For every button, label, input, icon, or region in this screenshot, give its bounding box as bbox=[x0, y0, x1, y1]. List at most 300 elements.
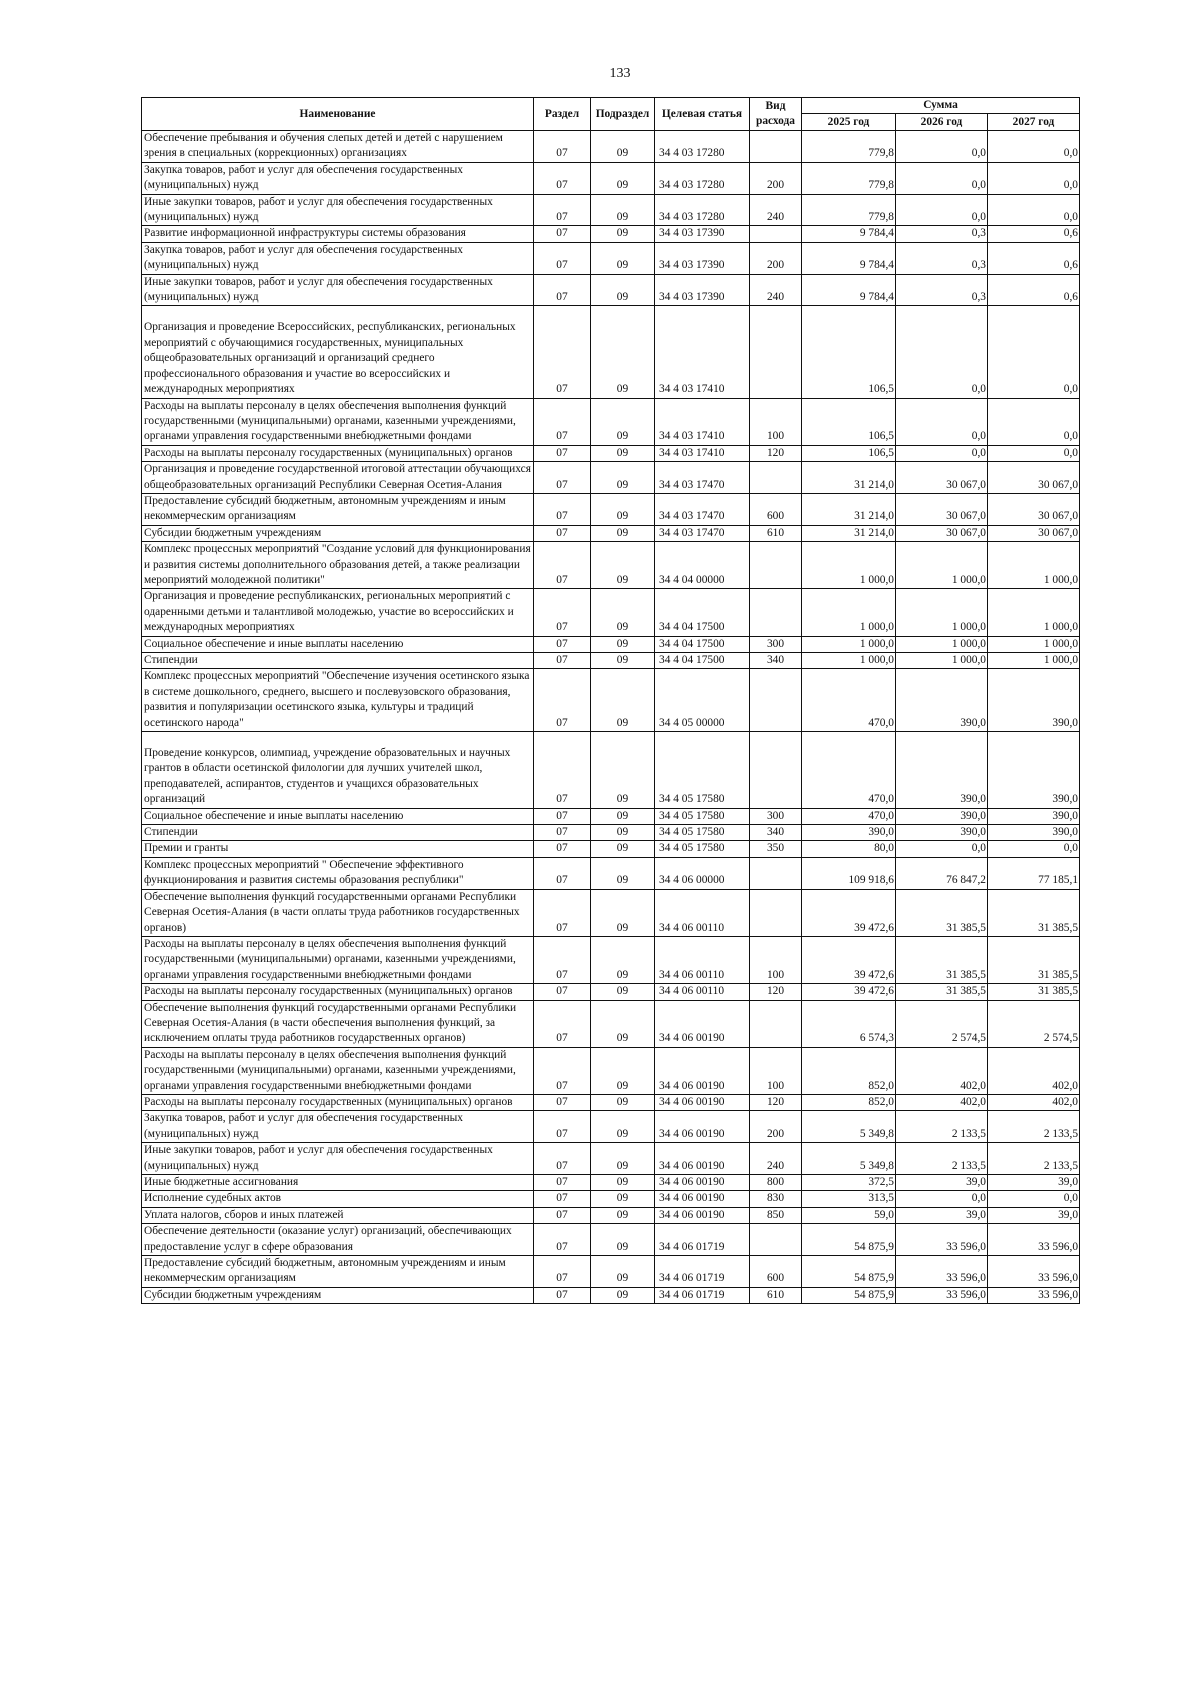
row-razdel: 07 bbox=[534, 1207, 591, 1223]
row-celevaya: 34 4 06 00190 bbox=[655, 1143, 750, 1175]
row-vid: 240 bbox=[750, 1143, 802, 1175]
row-name: Иные закупки товаров, работ и услуг для обеспечения государственных (муниципальных) нужд bbox=[142, 274, 534, 306]
row-vid bbox=[750, 857, 802, 889]
row-razdel: 07 bbox=[534, 936, 591, 983]
row-razdel: 07 bbox=[534, 274, 591, 306]
row-celevaya: 34 4 03 17470 bbox=[655, 462, 750, 494]
table-row bbox=[142, 1094, 1080, 1110]
table-row bbox=[142, 841, 1080, 857]
row-sum-2026: 0,0 bbox=[896, 162, 988, 194]
header-podrazdel: Подраздел bbox=[591, 98, 655, 131]
row-vid: 800 bbox=[750, 1175, 802, 1191]
row-razdel: 07 bbox=[534, 1111, 591, 1143]
row-razdel: 07 bbox=[534, 1000, 591, 1047]
row-vid bbox=[750, 1000, 802, 1047]
row-razdel: 07 bbox=[534, 1047, 591, 1094]
row-sum-2027: 30 067,0 bbox=[988, 525, 1080, 541]
row-sum-2026: 39,0 bbox=[896, 1207, 988, 1223]
row-celevaya: 34 4 06 00190 bbox=[655, 1000, 750, 1047]
table-row bbox=[142, 445, 1080, 461]
table-row bbox=[142, 194, 1080, 226]
row-vid: 240 bbox=[750, 274, 802, 306]
table-row bbox=[142, 462, 1080, 494]
row-sum-2025: 80,0 bbox=[802, 841, 896, 857]
row-sum-2027: 390,0 bbox=[988, 808, 1080, 824]
row-sum-2025: 372,5 bbox=[802, 1175, 896, 1191]
row-podrazdel: 09 bbox=[591, 493, 655, 525]
row-name: Расходы на выплаты персоналу в целях обеспечения выполнения функций государственными (муниципальными) органами, казенными учреждениями, органами управления государственными внебюджетными фондами bbox=[142, 398, 534, 445]
row-celevaya: 34 4 06 01719 bbox=[655, 1256, 750, 1288]
row-razdel: 07 bbox=[534, 889, 591, 936]
row-razdel: 07 bbox=[534, 306, 591, 398]
row-razdel: 07 bbox=[534, 1224, 591, 1256]
row-podrazdel: 09 bbox=[591, 1224, 655, 1256]
row-sum-2025: 390,0 bbox=[802, 825, 896, 841]
row-celevaya: 34 4 06 01719 bbox=[655, 1287, 750, 1303]
row-sum-2025: 31 214,0 bbox=[802, 493, 896, 525]
row-sum-2026: 0,0 bbox=[896, 306, 988, 398]
table-body bbox=[142, 131, 1080, 1304]
row-sum-2026: 0,0 bbox=[896, 1191, 988, 1207]
row-sum-2027: 31 385,5 bbox=[988, 936, 1080, 983]
header-2026: 2026 год bbox=[896, 114, 988, 131]
row-sum-2026: 2 133,5 bbox=[896, 1111, 988, 1143]
row-celevaya: 34 4 06 00190 bbox=[655, 1111, 750, 1143]
row-podrazdel: 09 bbox=[591, 542, 655, 589]
row-podrazdel: 09 bbox=[591, 462, 655, 494]
row-podrazdel: 09 bbox=[591, 636, 655, 652]
row-vid: 300 bbox=[750, 636, 802, 652]
row-sum-2027: 0,6 bbox=[988, 274, 1080, 306]
row-name: Иные закупки товаров, работ и услуг для обеспечения государственных (муниципальных) нужд bbox=[142, 1143, 534, 1175]
row-name: Расходы на выплаты персоналу в целях обеспечения выполнения функций государственными (муниципальными) органами, казенными учреждениями, органами управления государственными внебюджетными фондами bbox=[142, 936, 534, 983]
table-row bbox=[142, 542, 1080, 589]
row-sum-2026: 0,0 bbox=[896, 841, 988, 857]
row-sum-2027: 0,0 bbox=[988, 445, 1080, 461]
row-vid bbox=[750, 131, 802, 163]
row-sum-2026: 30 067,0 bbox=[896, 462, 988, 494]
row-razdel: 07 bbox=[534, 1256, 591, 1288]
row-name: Иные закупки товаров, работ и услуг для обеспечения государственных (муниципальных) нужд bbox=[142, 194, 534, 226]
row-celevaya: 34 4 03 17410 bbox=[655, 306, 750, 398]
row-sum-2027: 0,0 bbox=[988, 194, 1080, 226]
row-name: Проведение конкурсов, олимпиад, учреждение образовательных и научных грантов в области осетинской филологии для лучших учителей школ, преподавателей, аспирантов, студентов и учащихся образовательных организаций bbox=[142, 732, 534, 809]
row-name: Расходы на выплаты персоналу в целях обеспечения выполнения функций государственными (муниципальными) органами, казенными учреждениями, органами управления государственными внебюджетными фондами bbox=[142, 1047, 534, 1094]
table-row bbox=[142, 398, 1080, 445]
row-razdel: 07 bbox=[534, 808, 591, 824]
row-name: Обеспечение выполнения функций государственными органами Республики Северная Осетия-Алания (в части обеспечения выполнения функций, за исключением оплаты труда работников государственных органов) bbox=[142, 1000, 534, 1047]
table-row bbox=[142, 242, 1080, 274]
row-sum-2026: 402,0 bbox=[896, 1094, 988, 1110]
row-podrazdel: 09 bbox=[591, 841, 655, 857]
row-sum-2027: 30 067,0 bbox=[988, 493, 1080, 525]
row-sum-2026: 0,0 bbox=[896, 445, 988, 461]
row-celevaya: 34 4 03 17470 bbox=[655, 525, 750, 541]
row-sum-2026: 2 133,5 bbox=[896, 1143, 988, 1175]
row-sum-2025: 779,8 bbox=[802, 194, 896, 226]
row-sum-2027: 0,0 bbox=[988, 131, 1080, 163]
table-row bbox=[142, 1256, 1080, 1288]
table-row bbox=[142, 1111, 1080, 1143]
row-celevaya: 34 4 03 17410 bbox=[655, 398, 750, 445]
row-razdel: 07 bbox=[534, 525, 591, 541]
row-name: Расходы на выплаты персоналу государственных (муниципальных) органов bbox=[142, 1094, 534, 1110]
row-razdel: 07 bbox=[534, 669, 591, 732]
table-row bbox=[142, 1143, 1080, 1175]
row-podrazdel: 09 bbox=[591, 525, 655, 541]
row-sum-2025: 470,0 bbox=[802, 808, 896, 824]
row-sum-2025: 39 472,6 bbox=[802, 889, 896, 936]
row-name: Исполнение судебных актов bbox=[142, 1191, 534, 1207]
row-sum-2025: 39 472,6 bbox=[802, 984, 896, 1000]
row-vid bbox=[750, 589, 802, 636]
row-sum-2025: 9 784,4 bbox=[802, 242, 896, 274]
row-sum-2026: 31 385,5 bbox=[896, 889, 988, 936]
header-razdel: Раздел bbox=[534, 98, 591, 131]
row-vid bbox=[750, 1224, 802, 1256]
table-row bbox=[142, 825, 1080, 841]
row-celevaya: 34 4 06 00110 bbox=[655, 984, 750, 1000]
row-podrazdel: 09 bbox=[591, 1175, 655, 1191]
header-summa: Сумма bbox=[802, 98, 1080, 114]
row-name: Организация и проведение республиканских, региональных мероприятий с одаренными детьми и талантливой молодежью, участие во всероссийских и международных мероприятиях bbox=[142, 589, 534, 636]
row-celevaya: 34 4 04 17500 bbox=[655, 653, 750, 669]
row-sum-2026: 76 847,2 bbox=[896, 857, 988, 889]
row-name: Закупка товаров, работ и услуг для обеспечения государственных (муниципальных) нужд bbox=[142, 242, 534, 274]
row-sum-2027: 33 596,0 bbox=[988, 1224, 1080, 1256]
row-podrazdel: 09 bbox=[591, 653, 655, 669]
row-name: Обеспечение деятельности (оказание услуг) организаций, обеспечивающих предоставление услуг в сфере образования bbox=[142, 1224, 534, 1256]
row-sum-2025: 109 918,6 bbox=[802, 857, 896, 889]
row-podrazdel: 09 bbox=[591, 274, 655, 306]
row-podrazdel: 09 bbox=[591, 1256, 655, 1288]
row-sum-2025: 470,0 bbox=[802, 732, 896, 809]
header-vid: Вид расхода bbox=[750, 98, 802, 131]
table-row bbox=[142, 162, 1080, 194]
row-podrazdel: 09 bbox=[591, 1207, 655, 1223]
table-row bbox=[142, 1287, 1080, 1303]
row-name: Субсидии бюджетным учреждениям bbox=[142, 1287, 534, 1303]
row-razdel: 07 bbox=[534, 589, 591, 636]
row-vid: 610 bbox=[750, 525, 802, 541]
row-sum-2026: 30 067,0 bbox=[896, 493, 988, 525]
row-podrazdel: 09 bbox=[591, 1143, 655, 1175]
table-header bbox=[142, 98, 1080, 131]
table-row bbox=[142, 1047, 1080, 1094]
row-celevaya: 34 4 05 17580 bbox=[655, 808, 750, 824]
row-sum-2027: 402,0 bbox=[988, 1047, 1080, 1094]
table-row bbox=[142, 274, 1080, 306]
row-name: Комплекс процессных мероприятий " Обеспечение эффективного функционирования и развития системы образования республики" bbox=[142, 857, 534, 889]
row-name: Социальное обеспечение и иные выплаты населению bbox=[142, 636, 534, 652]
row-celevaya: 34 4 03 17390 bbox=[655, 242, 750, 274]
row-podrazdel: 09 bbox=[591, 306, 655, 398]
row-sum-2026: 2 574,5 bbox=[896, 1000, 988, 1047]
row-sum-2026: 390,0 bbox=[896, 732, 988, 809]
row-podrazdel: 09 bbox=[591, 1111, 655, 1143]
row-sum-2026: 39,0 bbox=[896, 1175, 988, 1191]
table-row bbox=[142, 1175, 1080, 1191]
table-row bbox=[142, 936, 1080, 983]
table-row bbox=[142, 493, 1080, 525]
header-2025: 2025 год bbox=[802, 114, 896, 131]
row-sum-2027: 0,0 bbox=[988, 162, 1080, 194]
row-name: Закупка товаров, работ и услуг для обеспечения государственных (муниципальных) нужд bbox=[142, 1111, 534, 1143]
table-row bbox=[142, 1000, 1080, 1047]
row-vid: 850 bbox=[750, 1207, 802, 1223]
row-podrazdel: 09 bbox=[591, 732, 655, 809]
row-celevaya: 34 4 06 00190 bbox=[655, 1191, 750, 1207]
row-razdel: 07 bbox=[534, 653, 591, 669]
row-sum-2026: 0,3 bbox=[896, 242, 988, 274]
row-razdel: 07 bbox=[534, 1094, 591, 1110]
row-podrazdel: 09 bbox=[591, 398, 655, 445]
row-celevaya: 34 4 06 01719 bbox=[655, 1224, 750, 1256]
row-sum-2026: 33 596,0 bbox=[896, 1224, 988, 1256]
row-sum-2025: 106,5 bbox=[802, 306, 896, 398]
row-podrazdel: 09 bbox=[591, 889, 655, 936]
row-celevaya: 34 4 06 00190 bbox=[655, 1207, 750, 1223]
row-celevaya: 34 4 04 17500 bbox=[655, 589, 750, 636]
row-sum-2025: 779,8 bbox=[802, 162, 896, 194]
table-row bbox=[142, 1191, 1080, 1207]
row-name: Субсидии бюджетным учреждениям bbox=[142, 525, 534, 541]
row-sum-2026: 390,0 bbox=[896, 669, 988, 732]
row-sum-2026: 0,0 bbox=[896, 398, 988, 445]
row-sum-2027: 0,0 bbox=[988, 841, 1080, 857]
row-sum-2025: 1 000,0 bbox=[802, 636, 896, 652]
row-name: Премии и гранты bbox=[142, 841, 534, 857]
row-sum-2025: 1 000,0 bbox=[802, 542, 896, 589]
row-celevaya: 34 4 05 17580 bbox=[655, 841, 750, 857]
row-sum-2026: 390,0 bbox=[896, 825, 988, 841]
row-sum-2025: 852,0 bbox=[802, 1094, 896, 1110]
row-razdel: 07 bbox=[534, 131, 591, 163]
row-celevaya: 34 4 06 00190 bbox=[655, 1047, 750, 1094]
row-name: Уплата налогов, сборов и иных платежей bbox=[142, 1207, 534, 1223]
row-sum-2025: 31 214,0 bbox=[802, 462, 896, 494]
row-vid bbox=[750, 542, 802, 589]
row-celevaya: 34 4 05 00000 bbox=[655, 669, 750, 732]
table-row bbox=[142, 808, 1080, 824]
row-name: Обеспечение пребывания и обучения слепых детей и детей с нарушением зрения в специальных (коррекционных) организациях bbox=[142, 131, 534, 163]
row-podrazdel: 09 bbox=[591, 589, 655, 636]
row-name: Закупка товаров, работ и услуг для обеспечения государственных (муниципальных) нужд bbox=[142, 162, 534, 194]
row-celevaya: 34 4 06 00110 bbox=[655, 889, 750, 936]
row-podrazdel: 09 bbox=[591, 194, 655, 226]
row-sum-2027: 2 133,5 bbox=[988, 1143, 1080, 1175]
table-row bbox=[142, 653, 1080, 669]
row-sum-2027: 31 385,5 bbox=[988, 984, 1080, 1000]
row-podrazdel: 09 bbox=[591, 226, 655, 242]
row-sum-2025: 106,5 bbox=[802, 398, 896, 445]
row-sum-2025: 39 472,6 bbox=[802, 936, 896, 983]
row-vid: 300 bbox=[750, 808, 802, 824]
row-sum-2025: 779,8 bbox=[802, 131, 896, 163]
row-sum-2026: 0,3 bbox=[896, 226, 988, 242]
row-sum-2027: 390,0 bbox=[988, 669, 1080, 732]
row-vid: 610 bbox=[750, 1287, 802, 1303]
row-sum-2027: 31 385,5 bbox=[988, 889, 1080, 936]
row-podrazdel: 09 bbox=[591, 1287, 655, 1303]
row-name: Стипендии bbox=[142, 825, 534, 841]
row-sum-2026: 33 596,0 bbox=[896, 1287, 988, 1303]
row-celevaya: 34 4 06 00190 bbox=[655, 1094, 750, 1110]
row-sum-2027: 0,0 bbox=[988, 1191, 1080, 1207]
row-sum-2025: 5 349,8 bbox=[802, 1143, 896, 1175]
row-sum-2027: 0,0 bbox=[988, 398, 1080, 445]
row-vid: 600 bbox=[750, 1256, 802, 1288]
row-celevaya: 34 4 03 17390 bbox=[655, 226, 750, 242]
row-sum-2027: 402,0 bbox=[988, 1094, 1080, 1110]
row-podrazdel: 09 bbox=[591, 1191, 655, 1207]
header-celevaya: Целевая статья bbox=[655, 98, 750, 131]
row-sum-2025: 9 784,4 bbox=[802, 226, 896, 242]
table-row bbox=[142, 857, 1080, 889]
row-podrazdel: 09 bbox=[591, 162, 655, 194]
budget-table bbox=[141, 97, 1080, 1304]
row-sum-2026: 402,0 bbox=[896, 1047, 988, 1094]
row-vid: 100 bbox=[750, 398, 802, 445]
row-name: Развитие информационной инфраструктуры системы образования bbox=[142, 226, 534, 242]
row-sum-2026: 30 067,0 bbox=[896, 525, 988, 541]
row-razdel: 07 bbox=[534, 162, 591, 194]
row-name: Социальное обеспечение и иные выплаты населению bbox=[142, 808, 534, 824]
row-sum-2026: 31 385,5 bbox=[896, 936, 988, 983]
row-celevaya: 34 4 04 00000 bbox=[655, 542, 750, 589]
row-celevaya: 34 4 03 17390 bbox=[655, 274, 750, 306]
row-sum-2025: 59,0 bbox=[802, 1207, 896, 1223]
header-name: Наименование bbox=[142, 98, 534, 131]
page-number: 133 bbox=[609, 66, 631, 81]
row-razdel: 07 bbox=[534, 732, 591, 809]
row-razdel: 07 bbox=[534, 226, 591, 242]
row-celevaya: 34 4 05 17580 bbox=[655, 732, 750, 809]
row-celevaya: 34 4 03 17280 bbox=[655, 162, 750, 194]
table-row bbox=[142, 732, 1080, 809]
row-sum-2027: 390,0 bbox=[988, 825, 1080, 841]
row-sum-2027: 30 067,0 bbox=[988, 462, 1080, 494]
table-row bbox=[142, 589, 1080, 636]
row-name: Обеспечение выполнения функций государственными органами Республики Северная Осетия-Алания (в части оплаты труда работников государственных органов) bbox=[142, 889, 534, 936]
row-sum-2027: 1 000,0 bbox=[988, 653, 1080, 669]
row-sum-2027: 0,0 bbox=[988, 306, 1080, 398]
row-name: Расходы на выплаты персоналу государственных (муниципальных) органов bbox=[142, 984, 534, 1000]
row-name: Комплекс процессных мероприятий "Обеспечение изучения осетинского языка в системе дошкольного, среднего, высшего и послевузовского образования, развития и популяризации осетинского языка, культуры и традиций осетинского народа" bbox=[142, 669, 534, 732]
row-sum-2025: 54 875,9 bbox=[802, 1256, 896, 1288]
row-podrazdel: 09 bbox=[591, 445, 655, 461]
row-sum-2026: 31 385,5 bbox=[896, 984, 988, 1000]
table-row bbox=[142, 525, 1080, 541]
table-row bbox=[142, 889, 1080, 936]
row-vid: 120 bbox=[750, 984, 802, 1000]
row-vid: 340 bbox=[750, 825, 802, 841]
row-vid bbox=[750, 732, 802, 809]
row-name: Комплекс процессных мероприятий "Создание условий для функционирования и развития системы дополнительного образования детей, а также реализации мероприятий молодежной политики" bbox=[142, 542, 534, 589]
row-sum-2027: 2 133,5 bbox=[988, 1111, 1080, 1143]
row-razdel: 07 bbox=[534, 636, 591, 652]
row-sum-2025: 54 875,9 bbox=[802, 1287, 896, 1303]
row-podrazdel: 09 bbox=[591, 1000, 655, 1047]
row-podrazdel: 09 bbox=[591, 984, 655, 1000]
row-sum-2027: 2 574,5 bbox=[988, 1000, 1080, 1047]
row-sum-2026: 1 000,0 bbox=[896, 636, 988, 652]
row-vid bbox=[750, 306, 802, 398]
row-sum-2025: 31 214,0 bbox=[802, 525, 896, 541]
row-sum-2025: 54 875,9 bbox=[802, 1224, 896, 1256]
row-podrazdel: 09 bbox=[591, 1094, 655, 1110]
row-name: Иные бюджетные ассигнования bbox=[142, 1175, 534, 1191]
row-vid: 200 bbox=[750, 242, 802, 274]
row-vid: 830 bbox=[750, 1191, 802, 1207]
row-sum-2026: 33 596,0 bbox=[896, 1256, 988, 1288]
row-vid bbox=[750, 462, 802, 494]
row-sum-2025: 1 000,0 bbox=[802, 653, 896, 669]
row-sum-2026: 1 000,0 bbox=[896, 653, 988, 669]
row-vid: 200 bbox=[750, 1111, 802, 1143]
row-name: Стипендии bbox=[142, 653, 534, 669]
row-razdel: 07 bbox=[534, 1287, 591, 1303]
row-podrazdel: 09 bbox=[591, 825, 655, 841]
table-row bbox=[142, 1207, 1080, 1223]
row-sum-2025: 9 784,4 bbox=[802, 274, 896, 306]
row-celevaya: 34 4 06 00110 bbox=[655, 936, 750, 983]
table-row bbox=[142, 1224, 1080, 1256]
row-razdel: 07 bbox=[534, 194, 591, 226]
row-sum-2025: 852,0 bbox=[802, 1047, 896, 1094]
row-vid: 600 bbox=[750, 493, 802, 525]
row-name: Расходы на выплаты персоналу государственных (муниципальных) органов bbox=[142, 445, 534, 461]
row-vid: 240 bbox=[750, 194, 802, 226]
row-vid: 350 bbox=[750, 841, 802, 857]
table-row bbox=[142, 306, 1080, 398]
row-razdel: 07 bbox=[534, 1191, 591, 1207]
row-razdel: 07 bbox=[534, 542, 591, 589]
row-podrazdel: 09 bbox=[591, 808, 655, 824]
table-row bbox=[142, 636, 1080, 652]
row-razdel: 07 bbox=[534, 493, 591, 525]
row-sum-2027: 390,0 bbox=[988, 732, 1080, 809]
table-row bbox=[142, 131, 1080, 163]
row-sum-2027: 33 596,0 bbox=[988, 1287, 1080, 1303]
row-sum-2025: 313,5 bbox=[802, 1191, 896, 1207]
row-sum-2026: 0,0 bbox=[896, 131, 988, 163]
row-razdel: 07 bbox=[534, 462, 591, 494]
row-sum-2027: 77 185,1 bbox=[988, 857, 1080, 889]
row-razdel: 07 bbox=[534, 1175, 591, 1191]
table-row bbox=[142, 226, 1080, 242]
row-sum-2027: 0,6 bbox=[988, 226, 1080, 242]
row-vid: 340 bbox=[750, 653, 802, 669]
row-celevaya: 34 4 03 17280 bbox=[655, 194, 750, 226]
row-sum-2025: 470,0 bbox=[802, 669, 896, 732]
row-sum-2027: 39,0 bbox=[988, 1175, 1080, 1191]
row-celevaya: 34 4 03 17280 bbox=[655, 131, 750, 163]
row-podrazdel: 09 bbox=[591, 131, 655, 163]
row-sum-2026: 390,0 bbox=[896, 808, 988, 824]
row-sum-2027: 1 000,0 bbox=[988, 542, 1080, 589]
row-vid: 120 bbox=[750, 1094, 802, 1110]
row-vid bbox=[750, 226, 802, 242]
row-podrazdel: 09 bbox=[591, 242, 655, 274]
row-podrazdel: 09 bbox=[591, 669, 655, 732]
row-podrazdel: 09 bbox=[591, 1047, 655, 1094]
row-sum-2025: 6 574,3 bbox=[802, 1000, 896, 1047]
row-celevaya: 34 4 04 17500 bbox=[655, 636, 750, 652]
row-razdel: 07 bbox=[534, 841, 591, 857]
row-celevaya: 34 4 06 00000 bbox=[655, 857, 750, 889]
row-name: Предоставление субсидий бюджетным, автономным учреждениям и иным некоммерческим организациям bbox=[142, 493, 534, 525]
